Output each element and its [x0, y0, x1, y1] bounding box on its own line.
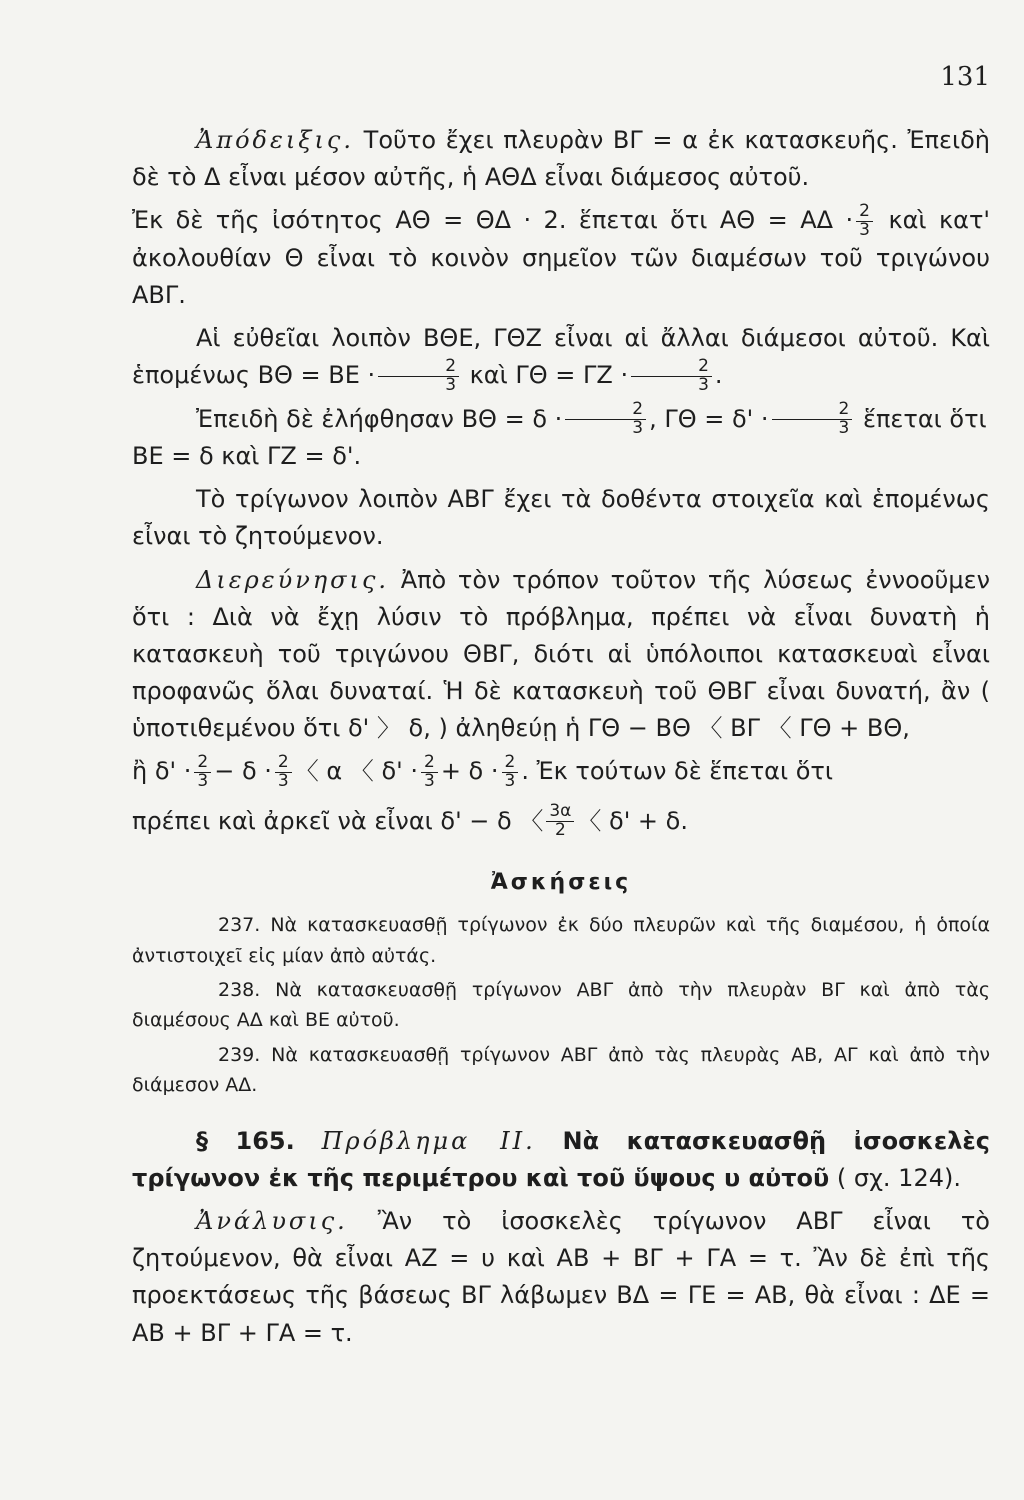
proof-text-3a: Αἱ εὐθεῖαι λοιπὸν ΒΘΕ, ΓΘΖ εἶναι αἱ ἄλλαι διάμεσοι αὐτοῦ. Καὶ ἑπομένως ΒΘ = ΒΕ · [132, 324, 990, 390]
problem-label: Πρόβλημα ΙΙ. [321, 1126, 536, 1155]
fraction-denominator: 3 [859, 219, 870, 240]
eq-part-d: + δ · [440, 757, 499, 786]
proof-paragraph-3: Αἱ εὐθεῖαι λοιπὸν ΒΘΕ, ΓΘΖ εἶναι αἱ ἄλλαι διάμεσοι αὐτοῦ. Καὶ ἑπομένως ΒΘ = ΒΕ · $\frac{2}{3}$ καὶ ΓΘ = ΓΖ · $\frac{2}{3}$ . [132, 324, 990, 395]
fraction-two-thirds [502, 754, 519, 791]
proof-text-4b: , ΓΘ = δ' · [649, 404, 769, 433]
fraction-three-alpha-halves [546, 803, 574, 840]
fraction-two-thirds [772, 401, 853, 438]
fraction-denominator: 3 [632, 418, 644, 439]
analysis-text: Ἂν τὸ ἰσοσκελὲς τρίγωνον ΑΒΓ εἶναι τὸ ζητούμενον, θὰ εἶναι ΑΖ = υ καὶ ΑΒ + ΒΓ + ΓΑ = τ. Ἂν δὲ ἐπὶ τῆς προεκτάσεως τῆς βάσεως ΒΓ λάβωμεν ΒΔ = ΓΕ = ΑΒ, θὰ εἶναι : ΔΕ = ΑΒ + ΒΓ + ΓΑ = τ. [132, 1206, 990, 1347]
exercise-text: Νὰ κατασκευασθῇ τρίγωνον ΑΒΓ ἀπὸ τὰς πλευρὰς ΑΒ, ΑΓ καὶ ἀπὸ τὴν διάμεσον ΑΔ. [132, 1043, 990, 1097]
fraction-denominator: 3 [504, 770, 516, 791]
proof-paragraph-2 [132, 202, 990, 314]
eq-part-c: 〈 α 〈 δ' · [294, 757, 418, 786]
exercise-item [132, 910, 990, 971]
proof-text-2a: Ἐκ δὲ τῆς ἰσότητος ΑΘ = ΘΔ · 2. ἕπεται ὅτι ΑΘ = ΑΔ · [132, 206, 854, 235]
proof-paragraph-4 [132, 401, 990, 476]
exercise-number: 239. [218, 1043, 261, 1066]
fraction-two-thirds [631, 355, 712, 395]
exercise-number: 237. [218, 914, 261, 937]
fraction-denominator: 3 [445, 374, 457, 395]
problem-title: Νὰ κατασκευασθῇ ἰσοσκελὲς τρίγωνον ἐκ τῆς περιμέτρου καὶ τοῦ ὕψους υ αὐτοῦ [132, 1126, 990, 1192]
discussion-paragraph-1 [132, 562, 990, 748]
fraction-two-thirds [856, 203, 873, 240]
fraction-numerator: 2 [856, 203, 873, 222]
page-number: 131 [940, 62, 990, 92]
proof-text-4c: ἕπεται ὅτι [863, 404, 987, 433]
fraction-denominator: 3 [838, 418, 850, 439]
fraction-numerator: 2 [275, 754, 292, 773]
proof-paragraph-1 [132, 122, 990, 196]
proof-text-3b: καὶ ΓΘ = ΓΖ · [469, 361, 629, 390]
proof-text-1: Τοῦτο ἔχει πλευρὰν ΒΓ = α ἐκ κατασκευῆς. Ἐπειδὴ δὲ τὸ Δ εἶναι μέσον αὐτῆς, ἡ ΑΘΔ εἶναι διάμεσος αὐτοῦ. [132, 126, 990, 192]
fraction-two-thirds [378, 355, 459, 395]
eq-part-b: − δ · [214, 757, 272, 786]
fraction-numerator: 2 [631, 358, 712, 377]
fraction-two-thirds [275, 754, 292, 791]
fraction-numerator: 2 [772, 401, 853, 420]
page-body [132, 122, 990, 1358]
eq-part-e: . Ἐκ τούτων δὲ ἕπεται ὅτι [521, 757, 833, 786]
fraction-denominator: 3 [698, 374, 709, 395]
fraction-numerator: 2 [502, 754, 519, 773]
analysis-paragraph [132, 1203, 990, 1352]
exercise-text: Νὰ κατασκευασθῇ τρίγωνον ΑΒΓ ἀπὸ τὴν πλευρὰν ΒΓ καὶ ἀπὸ τὰς διαμέσους ΑΔ καὶ ΒΕ αὐτοῦ. [132, 979, 990, 1032]
fraction-numerator: 2 [194, 754, 211, 773]
exercise-item [132, 1040, 990, 1101]
proof-heading: Ἀπόδειξις. [196, 126, 354, 154]
discussion-heading: Διερεύνησις. [196, 565, 390, 594]
exercises-title: Ἀσκήσεις [490, 870, 632, 896]
analysis-heading: Ἀνάλυσις. [196, 1206, 348, 1235]
fraction-denominator: 2 [554, 820, 566, 841]
proof-text-2b: καὶ κατ' ἀκολουθίαν Θ εἶναι τὸ κοινὸν σημεῖον τῶν διαμέσων τοῦ τριγώνου ΑΒΓ. [132, 206, 990, 309]
conclusion-text-b: 〈 δ' + δ. [577, 806, 688, 835]
problem-figure-ref: ( σχ. 124). [836, 1163, 961, 1192]
problem-heading [132, 1123, 990, 1197]
exercise-text: Νὰ κατασκευασθῇ τρίγωνον ἐκ δύο πλευρῶν καὶ τῆς διαμέσου, ἡ ὁποία ἀντιστοιχεῖ εἰς μίαν ἀπὸ αὐτάς. [132, 914, 990, 967]
problem-section-number: § 165. [196, 1126, 295, 1155]
discussion-inequality [132, 753, 990, 790]
fraction-two-thirds [565, 401, 646, 438]
fraction-denominator: 3 [197, 770, 209, 791]
fraction-numerator: 2 [565, 401, 646, 420]
discussion-text-1: Ἀπὸ τὸν τρόπον τοῦτον τῆς λύσεως ἐννοοῦμεν ὅτι : Διὰ νὰ ἔχῃ λύσιν τὸ πρόβλημα, πρέπει νὰ εἶναι δυνατὴ ἡ κατασκευὴ τοῦ τριγώνου ΘΒΓ, διότι αἱ ὑπόλοιποι κατασκευαὶ εἶναι προφανῶς ὅλαι δυναταί. Ἡ δὲ κατασκευὴ τοῦ ΘΒΓ εἶναι δυνατή, ἂν ( ὑποτιθεμένου ὅτι δ' 〉 δ, ) ἀληθεύῃ ἡ ΓΘ − ΒΘ 〈 ΒΓ 〈 ΓΘ + ΒΘ, [132, 565, 990, 743]
exercise-number: 238. [218, 979, 261, 1002]
fraction-numerator: 2 [421, 754, 438, 773]
proof-text-4a: Ἐπειδὴ δὲ ἐλήφθησαν ΒΘ = δ · [196, 404, 563, 433]
exercise-item [132, 975, 990, 1036]
fraction-denominator: 3 [423, 770, 435, 791]
fraction-two-thirds [421, 754, 438, 791]
fraction-numerator: 3α [546, 803, 574, 822]
fraction-two-thirds [194, 754, 211, 791]
discussion-conclusion [132, 803, 990, 840]
proof-paragraph-5: Τὸ τρίγωνον λοιπὸν ΑΒΓ ἔχει τὰ δοθέντα στοιχεῖα καὶ ἑπομένως εἶναι τὸ ζητούμενον. [132, 485, 990, 551]
eq-part-a: ἢ δ' · [132, 757, 192, 786]
fraction-numerator: 2 [378, 358, 459, 377]
proof-text-4d: ΒΕ = δ καὶ ΓΖ = δ'. [132, 441, 362, 470]
fraction-denominator: 3 [277, 770, 289, 791]
conclusion-text-a: πρέπει καὶ ἀρκεῖ νὰ εἶναι δ' − δ 〈 [132, 806, 544, 835]
